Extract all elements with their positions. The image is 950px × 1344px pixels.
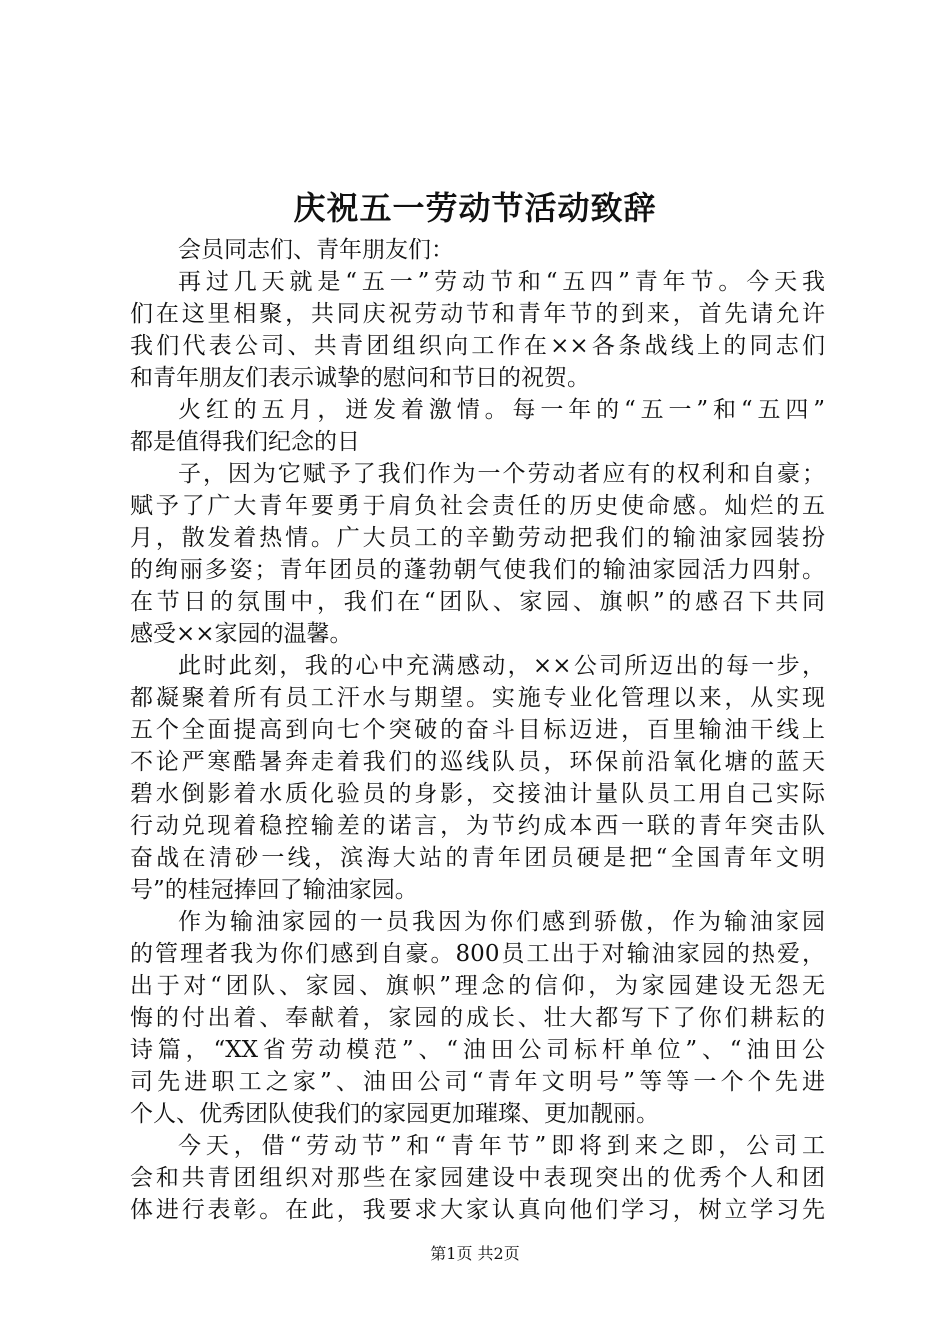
text-line: 子，因为它赋予了我们作为一个劳动者应有的权利和自豪；	[178, 461, 825, 487]
page-title: 庆祝五一劳动节活动致辞	[293, 189, 657, 227]
document-body	[130, 234, 825, 1226]
text-line: 都凝聚着所有员工汗水与期望。实施专业化管理以来，从实现	[130, 685, 825, 711]
text-line: 赋予了广大青年要勇于肩负社会责任的历史使命感。灿烂的五	[130, 493, 825, 519]
text-line: 作为输油家园的一员我因为你们感到骄傲，作为输油家园	[178, 909, 825, 935]
text-line: 司先进职工之家”、油田公司“青年文明号”等等一个个先进	[130, 1069, 825, 1095]
text-line: 再过几天就是“五一”劳动节和“五四”青年节。今天我	[178, 269, 825, 295]
text-line: 和青年朋友们表示诚挚的慰问和节日的祝贺。	[130, 365, 590, 391]
text-line: 个人、优秀团队使我们的家园更加璀璨、更加靓丽。	[130, 1101, 659, 1127]
text-line: 们在这里相聚，共同庆祝劳动节和青年节的到来，首先请允许	[130, 301, 825, 327]
text-line: 会员同志们、青年朋友们：	[178, 237, 454, 263]
text-line: 碧水倒影着水质化验员的身影，交接油计量队员工用自己实际	[130, 781, 825, 807]
text-line: 出于对“团队、家园、旗帜”理念的信仰，为家园建设无怨无	[130, 973, 825, 999]
text-line: 火红的五月，迸发着激情。每一年的“五一”和“五四”	[178, 397, 825, 423]
text-line: 不论严寒酷暑奔走着我们的巡线队员，环保前沿氧化塘的蓝天	[130, 749, 825, 775]
text-line: 奋战在清砂一线，滨海大站的青年团员硬是把“全国青年文明	[130, 845, 825, 871]
text-line: 号”的桂冠捧回了输油家园。	[130, 877, 418, 903]
text-line: 在节日的氛围中，我们在“团队、家园、旗帜”的感召下共同	[130, 589, 825, 615]
text-line: 月，散发着热情。广大员工的辛勤劳动把我们的输油家园装扮	[130, 525, 825, 551]
text-line: 都是值得我们纪念的日	[130, 429, 360, 455]
text-line: 行动兑现着稳控输差的诺言，为节约成本西一联的青年突击队	[130, 813, 825, 839]
page-number: 第1页 共2页	[430, 1244, 520, 1263]
text-line: 感受××家园的温馨。	[130, 621, 353, 647]
text-line: 的管理者我为你们感到自豪。800员工出于对输油家园的热爱，	[130, 941, 825, 967]
text-line: 诗篇，“XX省劳动模范”、“油田公司标杆单位”、“油田公	[130, 1037, 825, 1063]
text-line: 体进行表彰。在此，我要求大家认真向他们学习，树立学习先	[130, 1197, 825, 1223]
text-line: 的绚丽多姿；青年团员的蓬勃朝气使我们的输油家园活力四射。	[130, 557, 825, 583]
text-line: 五个全面提高到向七个突破的奋斗目标迈进，百里输油干线上	[130, 717, 825, 743]
text-line: 会和共青团组织对那些在家园建设中表现突出的优秀个人和团	[130, 1165, 825, 1191]
text-line: 今天，借“劳动节”和“青年节”即将到来之即，公司工	[178, 1133, 825, 1159]
text-line: 悔的付出着、奉献着，家园的成长、壮大都写下了你们耕耘的	[130, 1005, 825, 1031]
text-line: 此时此刻，我的心中充满感动，××公司所迈出的每一步，	[178, 653, 825, 679]
text-line: 我们代表公司、共青团组织向工作在××各条战线上的同志们	[130, 333, 825, 359]
